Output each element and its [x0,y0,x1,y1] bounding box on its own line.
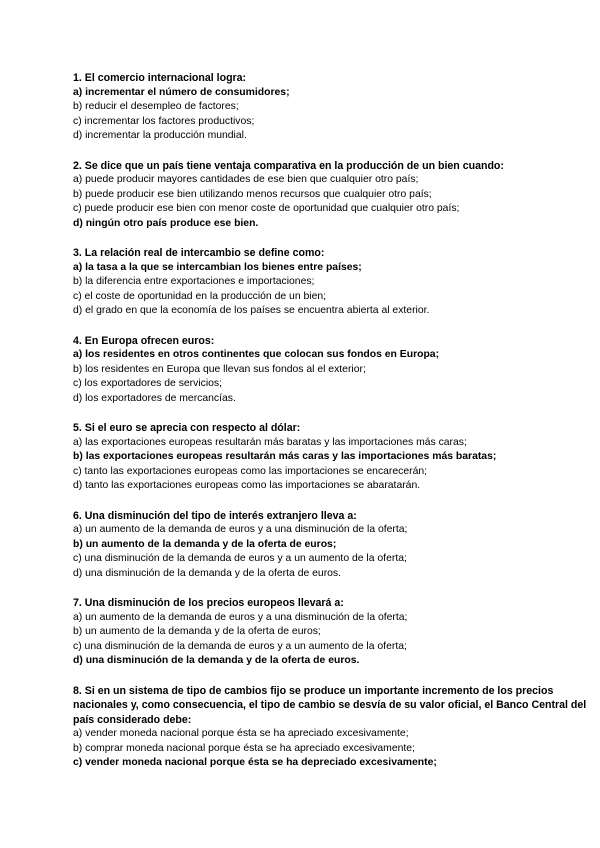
question-2 [73,159,588,232]
question-7 [73,596,588,669]
option-list [73,523,588,581]
option-d: d) incrementar la producción mundial. [73,130,247,141]
question-3 [73,246,588,319]
question-title: 8. Si en un sistema de tipo de cambios fijo se produce un importante incremento de los precios nacionales y, como consecuencia, el tipo de cambio se desvía de su valor oficial, el Banco Central del país considerado debe: [73,684,587,726]
option-list [73,348,588,406]
option-d: d) los exportadores de mercancías. [73,392,236,404]
option-a: a) un aumento de la demanda de euros y a una disminución de la oferta; [73,611,408,623]
option-c: c) tanto las exportaciones europeas como las importaciones se encarecerán; [73,465,428,477]
option-a: a) la tasa a la que se intercambian los bienes entre países; [73,261,362,273]
option-b: b) un aumento de la demanda y de la oferta de euros; [73,626,321,637]
option-b: b) un aumento de la demanda y de la oferta de euros; [73,538,337,550]
option-c: c) el coste de oportunidad en la producción de un bien; [73,290,327,302]
option-list [73,611,588,669]
question-4 [73,334,588,407]
option-list [73,86,588,144]
option-d: d) tanto las exportaciones europeas como las importaciones se abaratarán. [73,480,421,491]
option-d: d) ningún otro país produce ese bien. [73,217,259,229]
question-title: 2. Se dice que un país tiene ventaja comparativa en la producción de un bien cuando: [73,159,504,172]
option-a: a) puede producir mayores cantidades de ese bien que cualquier otro país; [73,174,419,185]
option-d: d) una disminución de la demanda y de la oferta de euros. [73,655,360,666]
question-title: 3. La relación real de intercambio se define como: [73,247,325,259]
option-a: a) las exportaciones europeas resultarán más baratas y las importaciones más caras; [73,436,467,448]
option-b: b) las exportaciones europeas resultarán más caras y las importaciones más baratas; [73,451,497,462]
option-list [73,173,588,231]
document-page [73,71,588,786]
question-title: 7. Una disminución de los precios europeos llevará a: [73,597,344,609]
question-title: 1. El comercio internacional logra: [73,72,247,84]
option-list [73,436,588,494]
option-c: c) vender moneda nacional porque ésta se ha depreciado excesivamente; [73,757,437,768]
option-d: d) una disminución de la demanda y de la oferta de euros. [73,567,342,579]
option-c: c) una disminución de la demanda de euros y a un aumento de la oferta; [73,553,407,564]
option-list [73,261,588,319]
question-8 [73,684,588,771]
option-d: d) el grado en que la economía de los países se encuentra abierta al exterior. [73,305,430,316]
option-b: b) los residentes en Europa que llevan sus fondos al el exterior; [73,363,366,375]
option-c: c) incrementar los factores productivos; [73,115,255,127]
option-c: c) los exportadores de servicios; [73,378,222,389]
question-6 [73,509,588,582]
option-a: a) un aumento de la demanda de euros y a una disminución de la oferta; [73,524,408,535]
option-b: b) la diferencia entre exportaciones e importaciones; [73,276,315,287]
question-5 [73,421,588,494]
option-b: b) puede producir ese bien utilizando menos recursos que cualquier otro país; [73,188,432,200]
option-a: a) vender moneda nacional porque ésta se ha apreciado excesivamente; [73,728,409,739]
option-list [73,727,588,771]
option-b: b) reducir el desempleo de factores; [73,101,239,112]
option-b: b) comprar moneda nacional porque ésta se ha apreciado excesivamente; [73,742,415,754]
option-a: a) incrementar el número de consumidores; [73,86,290,98]
question-1 [73,71,588,144]
option-c: c) una disminución de la demanda de euros y a un aumento de la oferta; [73,640,407,652]
question-title: 6. Una disminución del tipo de interés extranjero lleva a: [73,509,357,522]
option-c: c) puede producir ese bien con menor coste de oportunidad que cualquier otro país; [73,203,460,214]
question-title: 4. En Europa ofrecen euros: [73,334,215,347]
question-title: 5. Si el euro se aprecia con respecto al dólar: [73,422,301,434]
option-a: a) los residentes en otros continentes que colocan sus fondos en Europa; [73,349,440,360]
